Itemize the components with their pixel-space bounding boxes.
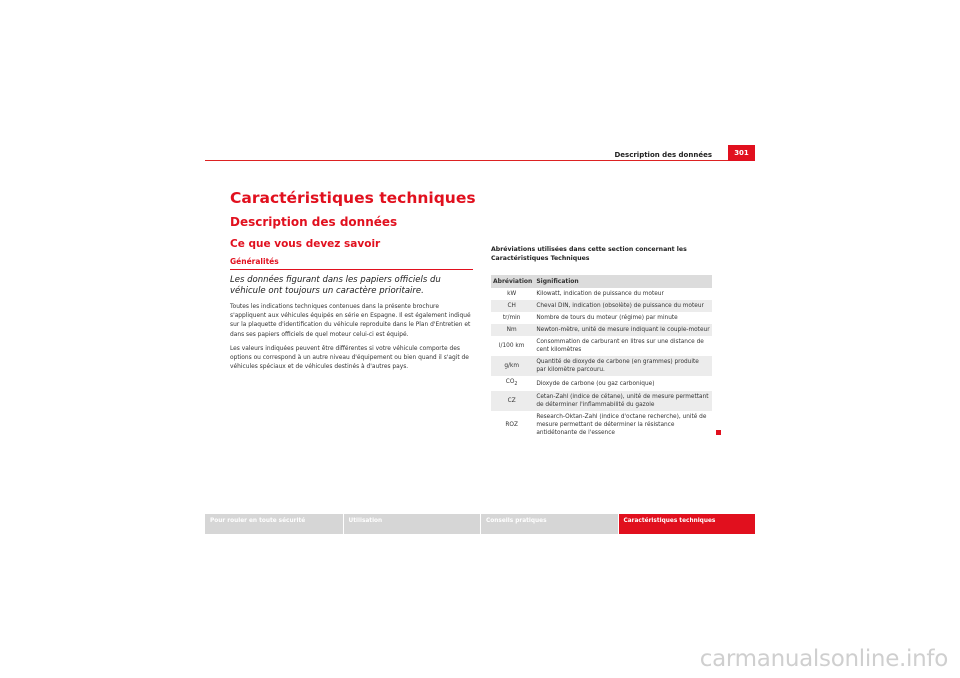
table-row (491, 336, 712, 356)
meaning-cell: Newton-mètre, unité de mesure indiquant le couple-moteur (534, 324, 712, 336)
table-header-row (491, 275, 712, 288)
tab-usage[interactable]: Utilisation (343, 514, 481, 534)
meaning-cell: Cheval DIN, indication (obsolète) de puissance du moteur (534, 300, 712, 312)
table-row (491, 411, 712, 439)
column-header-meaning: Signification (534, 275, 712, 288)
table-row (491, 376, 712, 391)
right-column (491, 246, 712, 439)
table-row (491, 356, 712, 376)
table-row (491, 288, 712, 300)
table-caption: Abréviations utilisées dans cette section concernant les Caractéristiques Techniques (491, 246, 687, 262)
abbr-cell: Nm (491, 324, 534, 336)
running-title: Description des données (614, 151, 712, 159)
section-title: Description des données (230, 215, 398, 229)
column-header-abbreviation: Abréviation (491, 275, 534, 288)
page-number: 301 (728, 145, 755, 161)
header-rule (205, 160, 755, 161)
abbr-cell: l/100 km (498, 343, 525, 349)
abbr-cell: CZ (491, 391, 534, 411)
meaning-cell: Research-Oktan-Zahl (indice d'octane recherche), unité de mesure permettant de déterminer la résistance antidétonante de l'essence (536, 414, 707, 437)
generalities-heading: Généralités (230, 257, 473, 270)
table-row (491, 391, 712, 411)
chapter-title: Caractéristiques techniques (230, 189, 476, 207)
abbr-cell: CH (491, 300, 534, 312)
table-row (491, 312, 712, 324)
watermark: carmanualsonline.info (699, 646, 948, 672)
abbr-cell (491, 376, 534, 391)
meaning-cell: Quantité de dioxyde de carbone (en grammes) produite par kilomètre parcouru. (534, 356, 712, 376)
abbr-cell: ROZ (505, 422, 518, 429)
left-column (230, 257, 473, 377)
abbr-cell: tr/min (502, 315, 521, 321)
subsection-title: Ce que vous devez savoir (230, 238, 381, 250)
paragraph: Les valeurs indiquées peuvent être différentes si votre véhicule comporte des options ou correspond à un autre niveau d'équipement ou bien quand il s'agit de véhicules spéciaux et de véhicules destinés à d'autres pays. (230, 345, 469, 371)
paragraph: Toutes les indications techniques contenues dans la présente brochure s'appliquent aux véhicules équipés en série en Espagne. Il est également indiqué sur la plaquette d'identification du véhicule reproduite dans le Plan d'Entretien et dans ses papiers officiels de quel moteur celui-ci est équipé. (230, 304, 471, 338)
intro-text: Les données figurant dans les papiers officiels du véhicule ont toujours un caractère prioritaire. (230, 275, 441, 296)
meaning-cell: Consommation de carburant en litres sur une distance de cent kilomètres (536, 339, 704, 353)
abbr-text: CO (505, 379, 515, 385)
abbr-subscript: 2 (514, 382, 518, 388)
meaning-cell: Nombre de tours du moteur (régime) par minute (536, 315, 678, 321)
meaning-cell: Cetan-Zahl (indice de cétane), unité de mesure permettant de déterminer l'inflammabilité du gazole (534, 391, 712, 411)
abbreviation-table (491, 275, 712, 439)
abbr-cell: kW (507, 291, 517, 297)
tab-safety[interactable]: Pour rouler en toute sécurité (205, 514, 343, 534)
table-row (491, 324, 712, 336)
meaning-cell: Dioxyde de carbone (ou gaz carbonique) (536, 380, 655, 387)
footer-tab-bar (205, 514, 755, 534)
meaning-cell: Kilowatt, indication de puissance du moteur (536, 291, 664, 297)
section-end-marker (716, 430, 721, 435)
tab-technical-specs[interactable]: Caractéristiques techniques (618, 514, 756, 534)
tab-practical-tips[interactable]: Conseils pratiques (480, 514, 618, 534)
abbr-cell: g/km (491, 356, 534, 376)
table-row (491, 300, 712, 312)
